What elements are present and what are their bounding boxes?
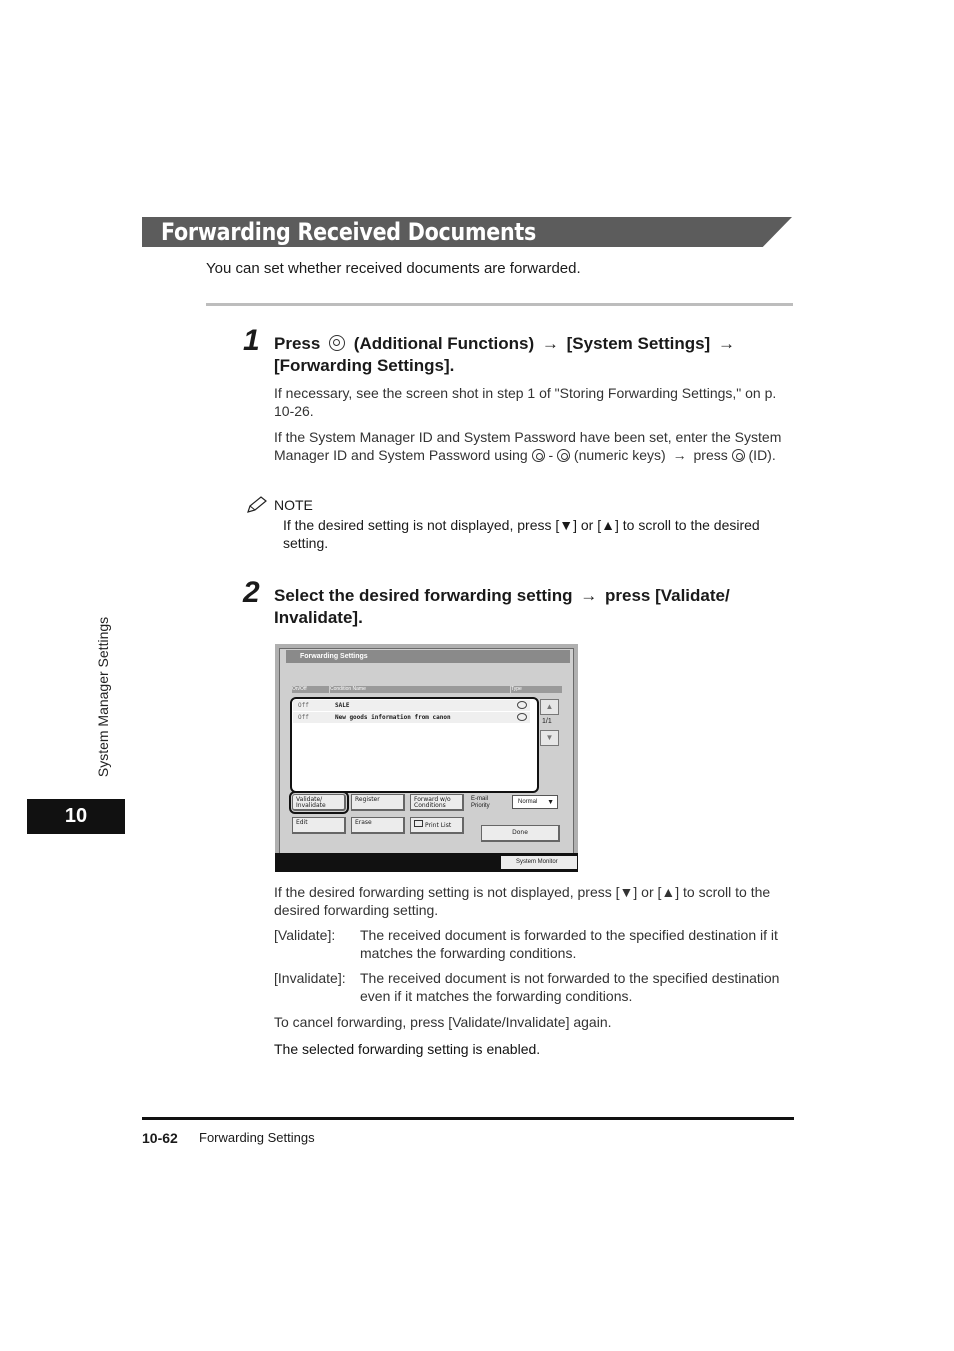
type-icon bbox=[517, 713, 527, 721]
type-icon bbox=[517, 701, 527, 709]
page-number: 10-62 bbox=[142, 1130, 178, 1146]
def-desc-validate: The received document is forwarded to the specified destination if it matches the forwarding conditions. bbox=[360, 927, 778, 961]
id-key-icon bbox=[732, 449, 745, 462]
numeric-key-icon bbox=[557, 449, 570, 462]
result-text: The selected forwarding setting is enabled. bbox=[274, 1041, 541, 1057]
forward-without-conditions-button[interactable]: Forward w/o Conditions bbox=[410, 794, 464, 811]
def-desc-invalidate: The received document is not forwarded to the specified destination even if it matches the forwarding conditions. bbox=[360, 970, 780, 1004]
step-1-para-2-text: If the System Manager ID and System Password have been set, enter the System Manager ID and System Password using bbox=[274, 429, 782, 463]
row-name: SALE bbox=[335, 702, 350, 709]
erase-button[interactable]: Erase bbox=[351, 817, 405, 834]
step-1-numeric-keys: (numeric keys) bbox=[573, 447, 666, 463]
step-2-heading-a: Select the desired forwarding setting bbox=[274, 586, 573, 605]
step-2-heading bbox=[274, 585, 754, 629]
intro-text: You can set whether received documents are forwarded. bbox=[206, 260, 581, 277]
register-button[interactable]: Register bbox=[351, 794, 405, 811]
footer-title: Forwarding Settings bbox=[199, 1130, 315, 1145]
col-condition: Condition Name bbox=[330, 686, 510, 693]
list-item[interactable] bbox=[293, 700, 530, 711]
printer-icon bbox=[414, 820, 423, 827]
arrow-icon: → bbox=[541, 334, 559, 353]
chapter-number: 10 bbox=[64, 805, 88, 827]
step-1-para-2 bbox=[274, 428, 794, 464]
note-pencil-icon bbox=[246, 496, 268, 514]
step-number-1: 1 bbox=[243, 324, 260, 357]
arrow-icon: → bbox=[580, 586, 598, 605]
validate-invalidate-button[interactable]: Validate/ Invalidate bbox=[292, 794, 346, 811]
footer-rule bbox=[142, 1117, 794, 1120]
priority-value: Normal bbox=[518, 799, 538, 805]
step-2-heading-b: press [Validate/ Invalidate]. bbox=[274, 586, 730, 627]
print-list-label: Print List bbox=[425, 822, 452, 829]
note-text: If the desired setting is not displayed, press [▼] or [▲] to scroll to the desired setting. bbox=[283, 517, 760, 551]
step-1-press: Press bbox=[274, 334, 321, 353]
def-term-invalidate: [Invalidate]: bbox=[274, 970, 346, 986]
row-status: Off bbox=[298, 714, 309, 721]
additional-functions-icon bbox=[329, 335, 345, 351]
step-1-para-1: If necessary, see the screen shot in step 1 of "Storing Forwarding Settings," on p. 10-26. bbox=[274, 385, 777, 419]
step-1-id: (ID). bbox=[748, 447, 776, 463]
row-name: New goods information from canon bbox=[335, 714, 451, 721]
arrow-icon: → bbox=[672, 447, 687, 463]
note-label: NOTE bbox=[274, 497, 313, 513]
scroll-down-button[interactable]: ▼ bbox=[540, 730, 559, 746]
col-onoff: On/Off bbox=[292, 686, 329, 693]
email-priority-label: E-mail Priority bbox=[471, 796, 490, 809]
col-type: Type bbox=[511, 686, 562, 693]
step-1-forwarding-settings: [Forwarding Settings]. bbox=[274, 356, 455, 375]
numeric-key-icon bbox=[532, 449, 545, 462]
system-monitor-button[interactable]: System Monitor bbox=[501, 856, 577, 869]
scroll-hint: If the desired forwarding setting is not displayed, press [▼] or [▲] to scroll to the desired forwarding setting. bbox=[274, 884, 771, 918]
step-1-press: press bbox=[693, 447, 728, 463]
def-term-validate: [Validate]: bbox=[274, 927, 336, 943]
edit-button[interactable]: Edit bbox=[292, 817, 346, 834]
done-button[interactable]: Done bbox=[481, 825, 560, 842]
screen-titlebar bbox=[286, 650, 570, 663]
cancel-text: To cancel forwarding, press [Validate/Invalidate] again. bbox=[274, 1014, 612, 1030]
step-1-system-settings: [System Settings] bbox=[566, 334, 711, 353]
dropdown-arrow-icon: ▼ bbox=[547, 799, 554, 806]
scroll-up-button[interactable]: ▲ bbox=[540, 699, 559, 715]
step-number-2: 2 bbox=[243, 576, 260, 609]
page-indicator: 1/1 bbox=[542, 718, 552, 725]
step-1-additional-functions: (Additional Functions) bbox=[353, 334, 535, 353]
step-1-dash: - bbox=[548, 447, 554, 463]
side-chapter-label: System Manager Settings bbox=[95, 616, 111, 778]
print-list-button[interactable] bbox=[410, 817, 464, 834]
arrow-icon: → bbox=[717, 334, 735, 353]
list-item[interactable] bbox=[293, 712, 530, 723]
screen-title: Forwarding Settings bbox=[300, 653, 368, 660]
priority-select[interactable] bbox=[512, 795, 558, 809]
step-1-heading bbox=[274, 333, 794, 377]
divider bbox=[206, 303, 793, 306]
row-status: Off bbox=[298, 702, 309, 709]
section-title: Forwarding Received Documents bbox=[161, 218, 537, 246]
